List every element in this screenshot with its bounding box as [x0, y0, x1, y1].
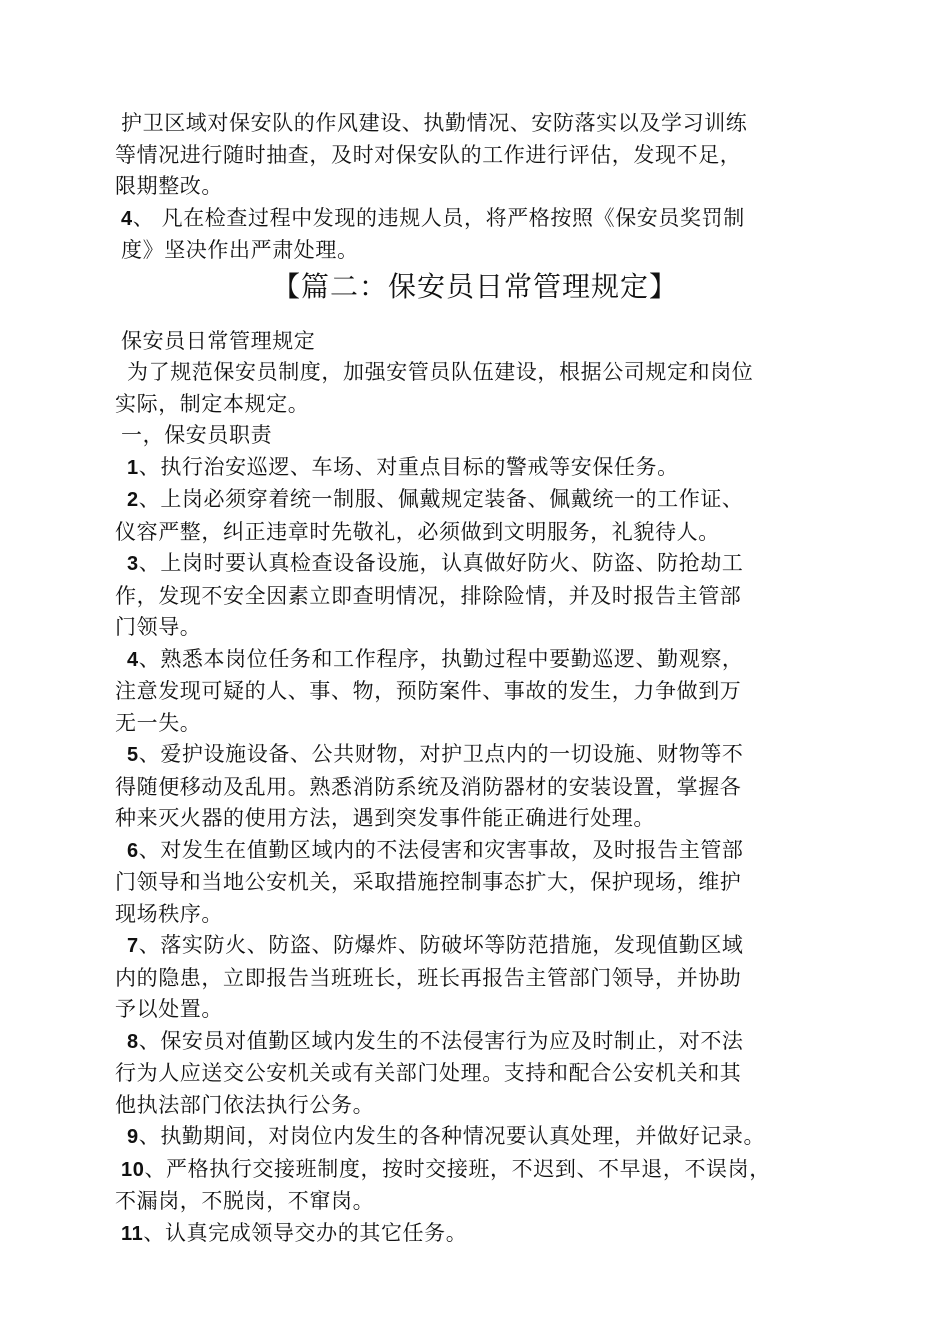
list-item [115, 203, 855, 267]
list-item [115, 644, 855, 740]
list-item [115, 1218, 855, 1251]
list-item [115, 452, 855, 485]
list-item [115, 739, 855, 835]
item-text: 、上岗时要认真检查设备设施，认真做好防火、防盗、防抢劫工 [138, 551, 744, 575]
text-line: 门领导。 [115, 615, 202, 639]
duty-list [115, 452, 855, 1251]
text-line: 作，发现不安全因素立即查明情况，排除险情，并及时报告主管部 [115, 583, 742, 608]
item-text: 、对发生在值勤区域内的不法侵害和灾害事故，及时报告主管部 [138, 837, 744, 862]
item-number: 9 [127, 1126, 139, 1148]
text-line [115, 1154, 855, 1187]
text-line [115, 484, 855, 517]
text-line [115, 930, 855, 963]
text-line [115, 1121, 855, 1154]
item-text: 、认真完成领导交办的其它任务。 [143, 1220, 468, 1245]
item-number: 10 [121, 1158, 145, 1181]
section-title: 【篇二：保安员日常管理规定】 [271, 269, 678, 303]
text-line [115, 739, 855, 772]
text-line [115, 203, 855, 236]
text-line: 度》坚决作出严肃处理。 [121, 238, 359, 262]
item-number: 1 [127, 456, 139, 479]
text-line: 无一失。 [115, 710, 202, 735]
text-line: 护卫区域对保安队的作风建设、执勤情况、安防落实以及学习训练 [121, 111, 748, 135]
item-number: 3 [127, 553, 139, 575]
text-line: 门领导和当地公安机关，采取措施控制事态扩大，保护现场，维护 [115, 870, 742, 894]
text-line: 不漏岗，不脱岗，不窜岗。 [115, 1189, 375, 1213]
item-number: 6 [127, 839, 139, 862]
text-line: 内的隐患，立即报告当班班长，班长再报告主管部门领导，并协助 [115, 965, 742, 990]
text-line: 他执法部门依法执行公务。 [115, 1092, 375, 1117]
item-text: 、执行治安巡逻、车场、对重点目标的警戒等安保任务。 [138, 454, 679, 479]
text-line [115, 835, 855, 868]
item-number: 7 [127, 935, 139, 957]
list-item [115, 1121, 855, 1154]
text-line: 仪容严整，纠正违章时先敬礼，必须做到文明服务，礼貌待人。 [115, 519, 720, 544]
text-line: 为了规范保安员制度，加强安管员队伍建设，根据公司规定和岗位 [127, 360, 754, 384]
list-item [115, 835, 855, 931]
item-number: 2 [127, 489, 139, 511]
text-line: 等情况进行随时抽查，及时对保安队的工作进行评估，发现不足， [115, 142, 742, 167]
text-line: 予以处置。 [115, 997, 223, 1021]
item-number: 4 [121, 207, 133, 230]
list-item [115, 930, 855, 1026]
item-text: 、 凡在检查过程中发现的违规人员，将严格按照《保安员奖罚制 [132, 205, 745, 230]
text-line: 实际，制定本规定。 [115, 391, 310, 416]
item-text: 、上岗必须穿着统一制服、佩戴规定装备、佩戴统一的工作证、 [138, 487, 744, 511]
item-text: 、保安员对值勤区域内发生的不法侵害行为应及时制止，对不法 [138, 1028, 744, 1053]
chapter-heading: 一，保安员职责 [121, 423, 273, 447]
item-text: 、熟悉本岗位任务和工作程序，执勤过程中要勤巡逻、勤观察， [138, 646, 744, 671]
item-number: 8 [127, 1030, 139, 1053]
item-text: 、落实防火、防盗、防爆炸、防破坏等防范措施，发现值勤区域 [138, 933, 744, 957]
item-text: 、严格执行交接班制度，按时交接班，不迟到、不早退，不误岗， [144, 1156, 771, 1181]
text-line: 限期整改。 [115, 174, 223, 198]
preface-paragraph [115, 357, 855, 420]
text-line: 得随便移动及乱用。熟悉消防系统及消防器材的安装设置，掌握各 [115, 774, 742, 799]
item-text: 、爱护设施设备、公共财物，对护卫点内的一切设施、财物等不 [138, 742, 744, 766]
list-item [115, 484, 855, 548]
text-line [115, 644, 855, 677]
text-line: 行为人应送交公安机关或有关部门处理。支持和配合公安机关和其 [115, 1061, 742, 1085]
item-number: 11 [121, 1222, 144, 1245]
text-line: 注意发现可疑的人、事、物，预防案件、事故的发生，力争做到万 [115, 679, 742, 703]
text-line [115, 1026, 855, 1059]
text-line [115, 1218, 855, 1251]
item-number: 5 [127, 744, 139, 766]
item-text: 、执勤期间，对岗位内发生的各种情况要认真处理，并做好记录。 [138, 1124, 766, 1148]
document-title: 保安员日常管理规定 [121, 328, 316, 353]
list-item [115, 548, 855, 644]
text-line [115, 548, 855, 581]
list-item [115, 1026, 855, 1122]
text-line: 现场秩序。 [115, 901, 223, 926]
text-line [115, 452, 855, 485]
text-line: 种来灭火器的使用方法，遇到突发事件能正确进行处理。 [115, 806, 655, 830]
list-item [115, 1154, 855, 1218]
intro-paragraph [115, 108, 855, 203]
item-number: 4 [127, 648, 139, 671]
document-page [115, 108, 855, 1250]
